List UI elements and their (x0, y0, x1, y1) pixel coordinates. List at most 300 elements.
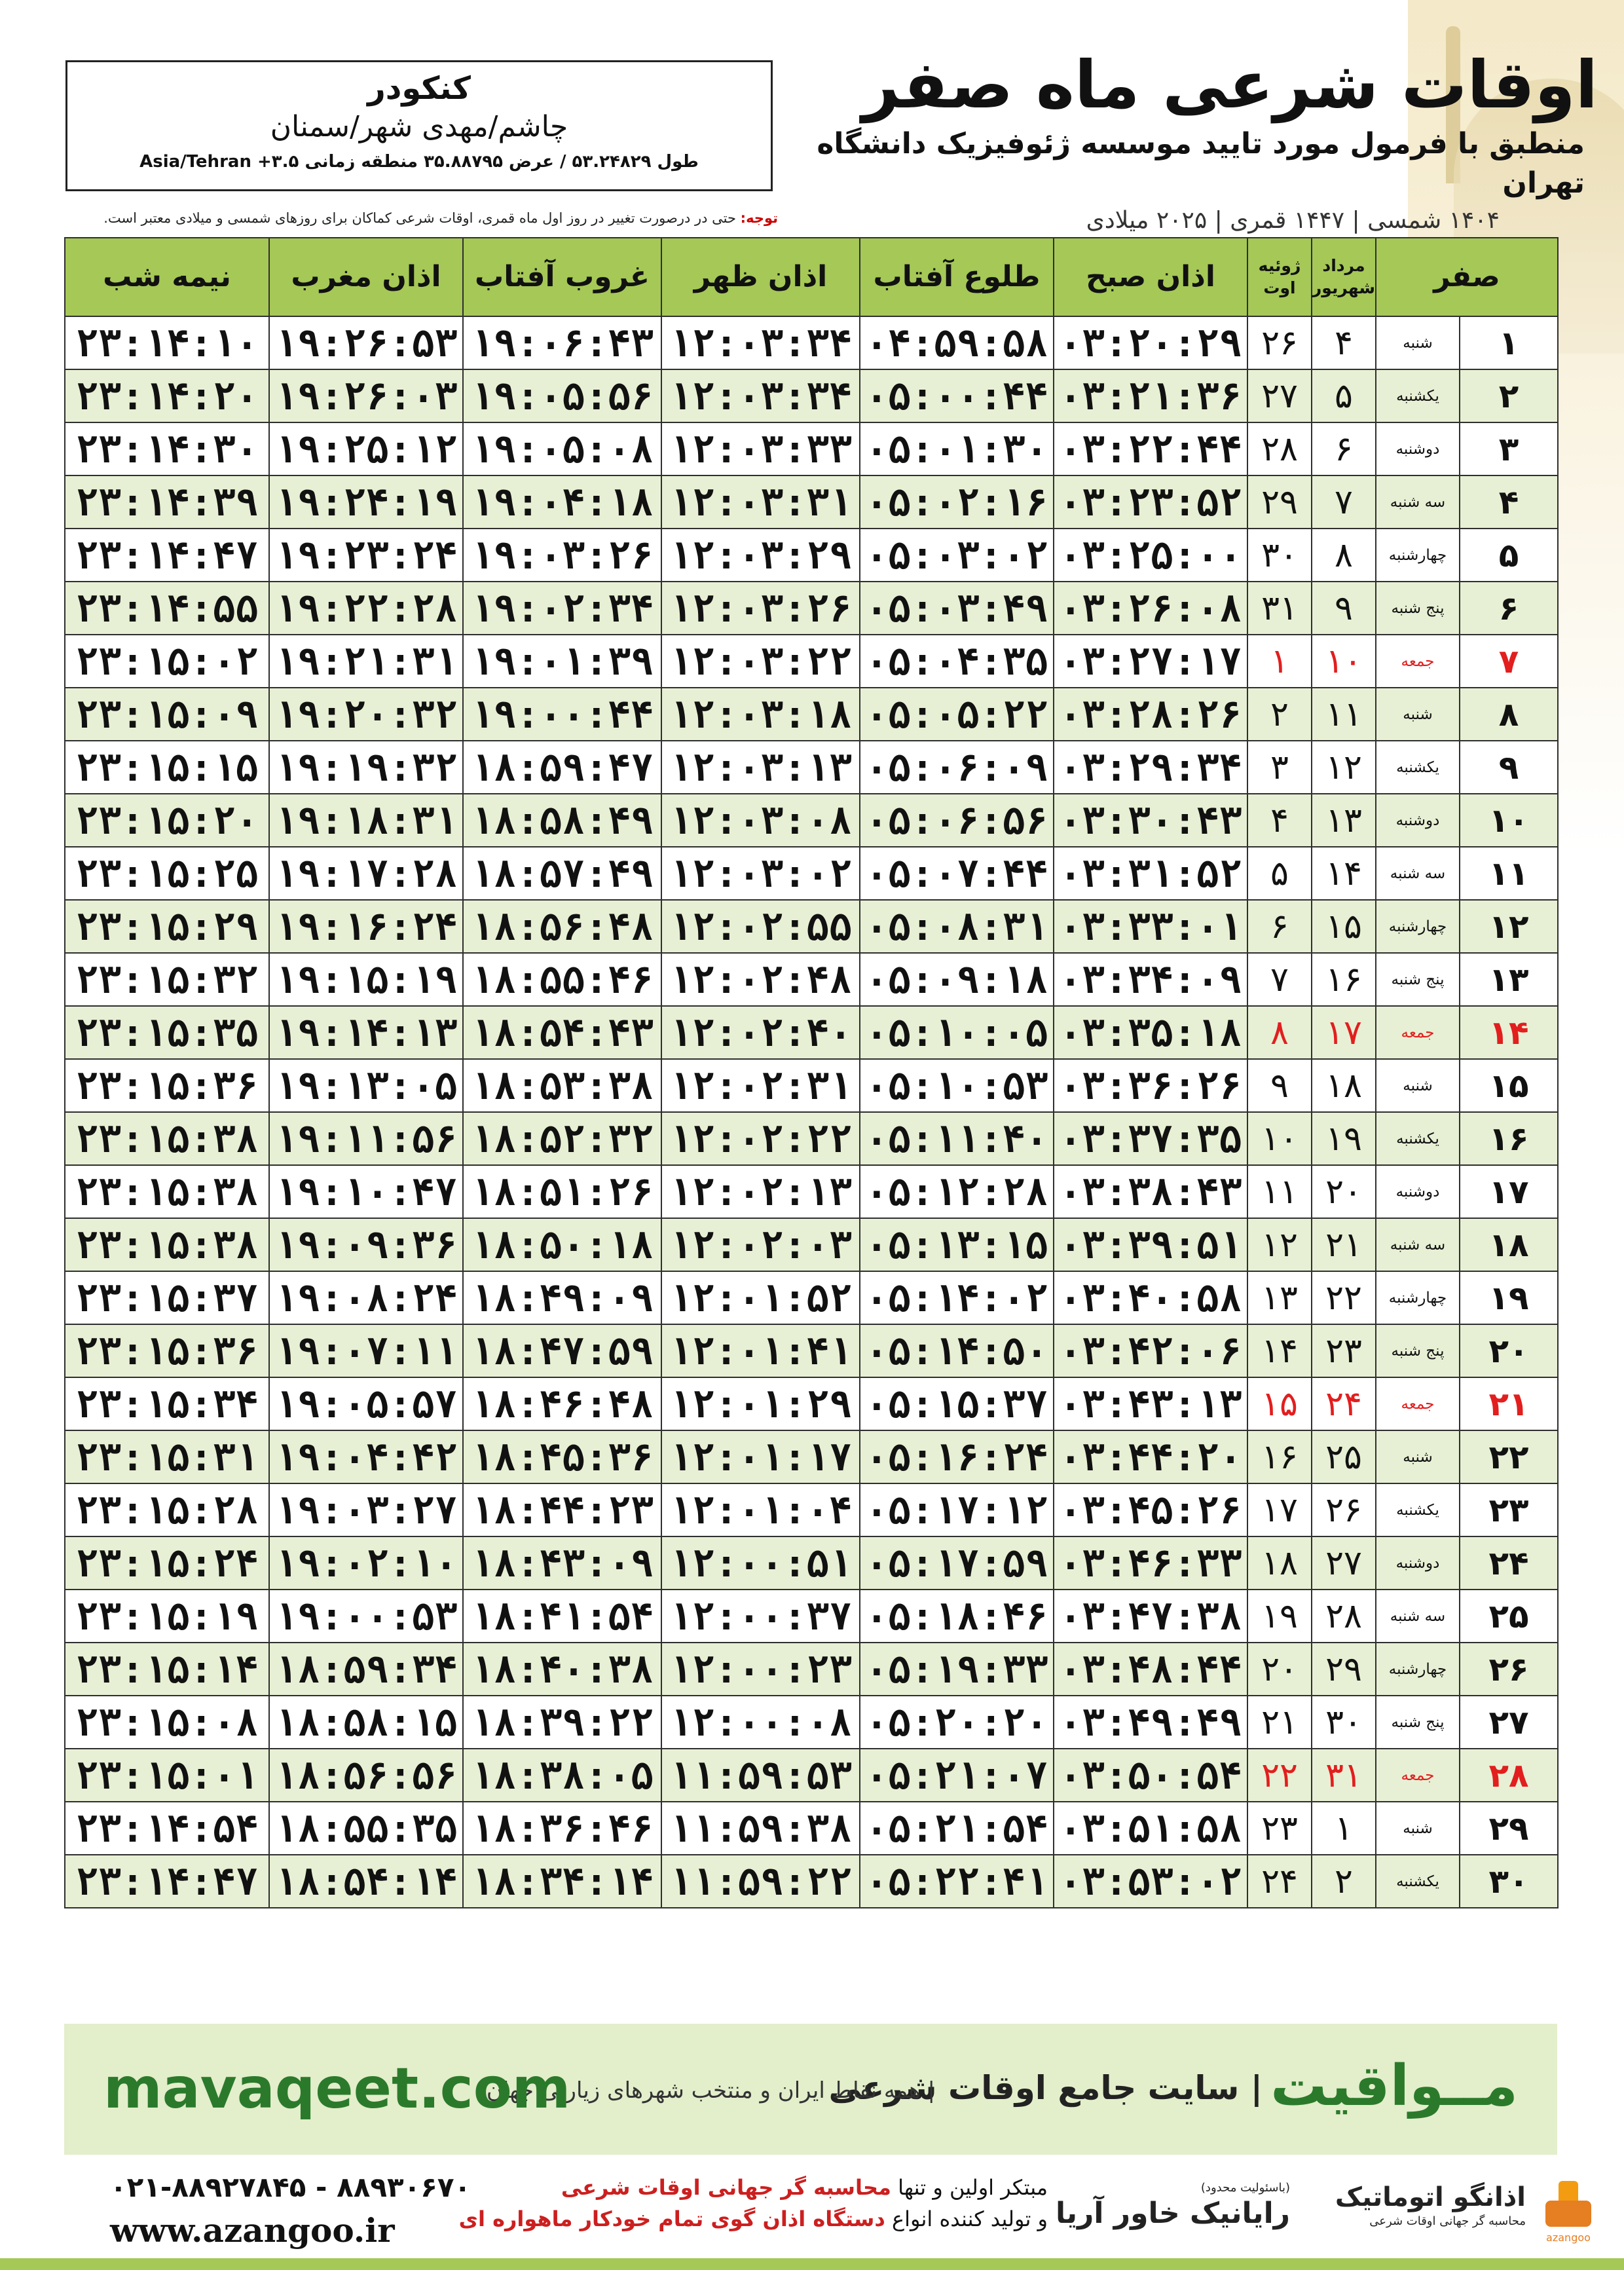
dhuhr-time: ۱۲:۰۱:۱۷ (661, 1430, 860, 1483)
midnight-time: ۲۳:۱۵:۳۱ (65, 1430, 269, 1483)
weekday-name: یکشنبه (1376, 1855, 1460, 1908)
shamsi-date: ۱۳ (1312, 794, 1376, 847)
sunset-time: ۱۸:۴۳:۰۹ (463, 1536, 661, 1590)
table-row (65, 1536, 1558, 1590)
sunrise-time: ۰۵:۱۴:۰۲ (860, 1271, 1054, 1324)
sunset-time: ۱۸:۵۱:۲۶ (463, 1165, 661, 1218)
sunrise-time: ۰۵:۲۱:۰۷ (860, 1749, 1054, 1802)
day-number: ۹ (1460, 741, 1558, 794)
dhuhr-time: ۱۲:۰۰:۰۸ (661, 1696, 860, 1749)
dhuhr-time: ۱۲:۰۱:۵۲ (661, 1271, 860, 1324)
sunrise-time: ۰۵:۱۹:۳۳ (860, 1643, 1054, 1696)
shamsi-date: ۲۷ (1312, 1536, 1376, 1590)
sunset-time: ۱۸:۵۳:۳۸ (463, 1059, 661, 1112)
maghrib-time: ۱۹:۰۳:۲۷ (269, 1483, 463, 1536)
shamsi-date: ۲۳ (1312, 1324, 1376, 1377)
shamsi-date: ۲۱ (1312, 1218, 1376, 1271)
miladi-date: ۲۶ (1247, 316, 1312, 369)
midnight-time: ۲۳:۱۵:۳۸ (65, 1112, 269, 1165)
weekday-name: یکشنبه (1376, 1483, 1460, 1536)
shamsi-date: ۸ (1312, 529, 1376, 582)
dhuhr-time: ۱۲:۰۳:۳۳ (661, 422, 860, 475)
shamsi-date: ۲۵ (1312, 1430, 1376, 1483)
fajr-time: ۰۳:۵۱:۵۸ (1054, 1802, 1247, 1855)
maghrib-time: ۱۹:۱۸:۳۱ (269, 794, 463, 847)
footer (0, 2161, 1624, 2270)
table-row (65, 1749, 1558, 1802)
maghrib-time: ۱۹:۱۵:۱۹ (269, 953, 463, 1006)
day-number: ۱۸ (1460, 1218, 1558, 1271)
fajr-time: ۰۳:۳۱:۵۲ (1054, 847, 1247, 900)
day-number: ۱۱ (1460, 847, 1558, 900)
sunrise-time: ۰۵:۱۰:۵۳ (860, 1059, 1054, 1112)
day-number: ۷ (1460, 635, 1558, 688)
weekday-name: جمعه (1376, 1749, 1460, 1802)
miladi-date: ۱۰ (1247, 1112, 1312, 1165)
miladi-date: ۱۶ (1247, 1430, 1312, 1483)
dhuhr-time: ۱۲:۰۲:۰۳ (661, 1218, 860, 1271)
miladi-date: ۳۱ (1247, 582, 1312, 635)
fajr-time: ۰۳:۲۰:۲۹ (1054, 316, 1247, 369)
weekday-name: یکشنبه (1376, 1112, 1460, 1165)
sunrise-time: ۰۵:۱۷:۱۲ (860, 1483, 1054, 1536)
maghrib-time: ۱۹:۲۶:۵۳ (269, 316, 463, 369)
table-row (65, 1855, 1558, 1908)
maghrib-time: ۱۹:۲۵:۱۲ (269, 422, 463, 475)
miladi-date: ۲۲ (1247, 1749, 1312, 1802)
sunrise-time: ۰۵:۰۴:۳۵ (860, 635, 1054, 688)
weekday-name: دوشنبه (1376, 1536, 1460, 1590)
weekday-name: پنج شنبه (1376, 953, 1460, 1006)
sunrise-time: ۰۵:۰۳:۰۲ (860, 529, 1054, 582)
midnight-time: ۲۳:۱۵:۳۶ (65, 1324, 269, 1377)
fajr-time: ۰۳:۳۰:۴۳ (1054, 794, 1247, 847)
maghrib-time: ۱۹:۱۳:۰۵ (269, 1059, 463, 1112)
sunrise-time: ۰۵:۰۰:۴۴ (860, 369, 1054, 422)
midnight-time: ۲۳:۱۵:۳۸ (65, 1218, 269, 1271)
maghrib-time: ۱۹:۰۵:۵۷ (269, 1377, 463, 1430)
sunset-time: ۱۸:۳۴:۱۴ (463, 1855, 661, 1908)
dhuhr-time: ۱۲:۰۲:۴۸ (661, 953, 860, 1006)
table-row (65, 316, 1558, 369)
azangoo-subtitle: محاسبه گر جهانی اوقات شرعی (1369, 2214, 1526, 2228)
miladi-date: ۲۴ (1247, 1855, 1312, 1908)
dhuhr-time: ۱۲:۰۲:۴۰ (661, 1006, 860, 1059)
sunset-time: ۱۸:۵۷:۴۹ (463, 847, 661, 900)
header-shamsi: مرداد شهریور (1312, 238, 1376, 316)
miladi-date: ۲۹ (1247, 475, 1312, 529)
maghrib-time: ۱۸:۵۹:۳۴ (269, 1643, 463, 1696)
table-row (65, 1006, 1558, 1059)
weekday-name: شنبه (1376, 316, 1460, 369)
region-name: چاشم/مهدی شهر/سمنان (270, 110, 568, 143)
line2-text: و تولید کننده انواع (885, 2206, 1048, 2231)
day-number: ۳ (1460, 422, 1558, 475)
midnight-time: ۲۳:۱۵:۱۴ (65, 1643, 269, 1696)
maghrib-time: ۱۸:۵۸:۱۵ (269, 1696, 463, 1749)
footer-line-2 (459, 2203, 1048, 2235)
table-row (65, 1483, 1558, 1536)
dhuhr-time: ۱۲:۰۰:۳۷ (661, 1590, 860, 1643)
miladi-date: ۹ (1247, 1059, 1312, 1112)
dhuhr-time: ۱۲:۰۰:۲۳ (661, 1643, 860, 1696)
footer-bar (0, 2258, 1624, 2270)
sunset-time: ۱۸:۴۴:۲۳ (463, 1483, 661, 1536)
day-number: ۲۸ (1460, 1749, 1558, 1802)
midnight-time: ۲۳:۱۵:۳۶ (65, 1059, 269, 1112)
day-number: ۱۶ (1460, 1112, 1558, 1165)
fajr-time: ۰۳:۴۹:۴۹ (1054, 1696, 1247, 1749)
maghrib-time: ۱۹:۰۷:۱۱ (269, 1324, 463, 1377)
rayanik-name: رایانیک خاور آریا (1056, 2197, 1290, 2230)
weekday-name: چهارشنبه (1376, 1643, 1460, 1696)
maghrib-time: ۱۹:۲۰:۳۲ (269, 688, 463, 741)
miladi-date: ۶ (1247, 900, 1312, 953)
shamsi-date: ۱۴ (1312, 847, 1376, 900)
sunset-time: ۱۹:۰۲:۳۴ (463, 582, 661, 635)
line1-text: مبتکر اولین و تنها (891, 2175, 1048, 2200)
weekday-name: شنبه (1376, 688, 1460, 741)
fajr-time: ۰۳:۴۸:۴۴ (1054, 1643, 1247, 1696)
fajr-time: ۰۳:۴۴:۲۰ (1054, 1430, 1247, 1483)
weekday-name: دوشنبه (1376, 794, 1460, 847)
rayanik-subtitle: (باسئولیت محدود) (1200, 2181, 1290, 2195)
fajr-time: ۰۳:۲۹:۳۴ (1054, 741, 1247, 794)
sunset-time: ۱۸:۵۵:۴۶ (463, 953, 661, 1006)
sunrise-time: ۰۵:۰۶:۰۹ (860, 741, 1054, 794)
miladi-date: ۲ (1247, 688, 1312, 741)
sunrise-time: ۰۵:۱۶:۲۴ (860, 1430, 1054, 1483)
miladi-date: ۵ (1247, 847, 1312, 900)
dhuhr-time: ۱۲:۰۱:۴۱ (661, 1324, 860, 1377)
table-row (65, 475, 1558, 529)
miladi-date: ۸ (1247, 1006, 1312, 1059)
sunrise-time: ۰۵:۰۶:۵۶ (860, 794, 1054, 847)
sunset-time: ۱۹:۰۶:۴۳ (463, 316, 661, 369)
shamsi-date: ۳۱ (1312, 1749, 1376, 1802)
maghrib-time: ۱۹:۱۷:۲۸ (269, 847, 463, 900)
shamsi-date: ۳۰ (1312, 1696, 1376, 1749)
fajr-time: ۰۳:۵۰:۵۴ (1054, 1749, 1247, 1802)
dhuhr-time: ۱۲:۰۳:۲۹ (661, 529, 860, 582)
sunset-time: ۱۸:۳۶:۴۶ (463, 1802, 661, 1855)
miladi-date: ۲۰ (1247, 1643, 1312, 1696)
dhuhr-time: ۱۲:۰۳:۳۴ (661, 316, 860, 369)
day-number: ۱۳ (1460, 953, 1558, 1006)
day-number: ۲۷ (1460, 1696, 1558, 1749)
midnight-time: ۲۳:۱۵:۳۷ (65, 1271, 269, 1324)
shamsi-date: ۱۱ (1312, 688, 1376, 741)
day-number: ۱۲ (1460, 900, 1558, 953)
miladi-date: ۳ (1247, 741, 1312, 794)
miladi-date: ۱۵ (1247, 1377, 1312, 1430)
sunset-time: ۱۸:۴۶:۴۸ (463, 1377, 661, 1430)
midnight-time: ۲۳:۱۵:۲۴ (65, 1536, 269, 1590)
midnight-time: ۲۳:۱۵:۲۹ (65, 900, 269, 953)
sunrise-time: ۰۵:۲۱:۵۴ (860, 1802, 1054, 1855)
shamsi-date: ۱۲ (1312, 741, 1376, 794)
day-number: ۵ (1460, 529, 1558, 582)
weekday-name: شنبه (1376, 1059, 1460, 1112)
sunset-time: ۱۸:۴۱:۵۴ (463, 1590, 661, 1643)
shamsi-date: ۴ (1312, 316, 1376, 369)
weekday-name: پنج شنبه (1376, 1696, 1460, 1749)
dhuhr-time: ۱۲:۰۲:۲۲ (661, 1112, 860, 1165)
table-row (65, 1643, 1558, 1696)
midnight-time: ۲۳:۱۴:۳۹ (65, 475, 269, 529)
day-number: ۱۴ (1460, 1006, 1558, 1059)
table-row (65, 1218, 1558, 1271)
midnight-time: ۲۳:۱۴:۳۰ (65, 422, 269, 475)
sunset-time: ۱۹:۰۱:۳۹ (463, 635, 661, 688)
sunrise-time: ۰۵:۰۹:۱۸ (860, 953, 1054, 1006)
miladi-date: ۳۰ (1247, 529, 1312, 582)
shamsi-date: ۱۰ (1312, 635, 1376, 688)
table-row (65, 1324, 1558, 1377)
weekday-name: چهارشنبه (1376, 529, 1460, 582)
day-number: ۸ (1460, 688, 1558, 741)
fajr-time: ۰۳:۴۵:۲۶ (1054, 1483, 1247, 1536)
midnight-time: ۲۳:۱۵:۲۵ (65, 847, 269, 900)
coordinates: طول ۵۳.۲۴۸۲۹ / عرض ۳۵.۸۸۷۹۵ منطقه زمانی Asia/Tehran +۳.۵ (139, 152, 699, 172)
mavaqeet-banner (64, 2024, 1557, 2155)
sunrise-time: ۰۵:۲۰:۲۰ (860, 1696, 1054, 1749)
sunset-time: ۱۸:۵۸:۴۹ (463, 794, 661, 847)
maghrib-time: ۱۹:۱۴:۱۳ (269, 1006, 463, 1059)
sunset-time: ۱۸:۴۰:۳۸ (463, 1643, 661, 1696)
line1-highlight: محاسبه گر جهانی اوقات شرعی (561, 2175, 891, 2200)
shamsi-date: ۶ (1312, 422, 1376, 475)
miladi-date: ۴ (1247, 794, 1312, 847)
sunset-time: ۱۸:۵۹:۴۷ (463, 741, 661, 794)
fajr-time: ۰۳:۴۰:۵۸ (1054, 1271, 1247, 1324)
midnight-time: ۲۳:۱۵:۳۸ (65, 1165, 269, 1218)
header-safar: صفر (1376, 238, 1558, 316)
weekday-name: دوشنبه (1376, 1165, 1460, 1218)
table-row (65, 847, 1558, 900)
midnight-time: ۲۳:۱۴:۵۵ (65, 582, 269, 635)
midnight-time: ۲۳:۱۵:۳۵ (65, 1006, 269, 1059)
sunrise-time: ۰۵:۱۰:۰۵ (860, 1006, 1054, 1059)
day-number: ۲۴ (1460, 1536, 1558, 1590)
day-number: ۲۲ (1460, 1430, 1558, 1483)
weekday-name: سه شنبه (1376, 847, 1460, 900)
table-row (65, 529, 1558, 582)
day-number: ۴ (1460, 475, 1558, 529)
weekday-name: سه شنبه (1376, 475, 1460, 529)
day-number: ۱۰ (1460, 794, 1558, 847)
maghrib-time: ۱۹:۱۱:۵۶ (269, 1112, 463, 1165)
maghrib-time: ۱۹:۱۹:۳۲ (269, 741, 463, 794)
day-number: ۲ (1460, 369, 1558, 422)
maghrib-time: ۱۸:۵۵:۳۵ (269, 1802, 463, 1855)
dhuhr-time: ۱۲:۰۲:۱۳ (661, 1165, 860, 1218)
weekday-name: شنبه (1376, 1430, 1460, 1483)
shamsi-date: ۲ (1312, 1855, 1376, 1908)
sunset-time: ۱۸:۴۷:۵۹ (463, 1324, 661, 1377)
dhuhr-time: ۱۲:۰۳:۱۳ (661, 741, 860, 794)
notice-label: توجه: (740, 210, 778, 226)
notice (64, 208, 778, 228)
fajr-time: ۰۳:۳۵:۱۸ (1054, 1006, 1247, 1059)
fajr-time: ۰۳:۴۲:۰۶ (1054, 1324, 1247, 1377)
phone-numbers: ۰۲۱-۸۸۹۲۷۸۴۵ - ۸۸۹۳۰۶۷۰ (110, 2171, 471, 2203)
table-row (65, 1271, 1558, 1324)
sunset-time: ۱۸:۴۹:۰۹ (463, 1271, 661, 1324)
miladi-date: ۱۸ (1247, 1536, 1312, 1590)
midnight-time: ۲۳:۱۴:۵۴ (65, 1802, 269, 1855)
fajr-time: ۰۳:۳۹:۵۱ (1054, 1218, 1247, 1271)
table-row (65, 688, 1558, 741)
page-subtitle: منطبق با فرمول مورد تایید موسسه ژئوفیزیک دانشگاه تهران (817, 127, 1585, 200)
table-row (65, 741, 1558, 794)
header (799, 46, 1598, 238)
website-link[interactable]: mavaqeet.com (103, 2056, 571, 2121)
midnight-time: ۲۳:۱۴:۴۷ (65, 1855, 269, 1908)
dhuhr-time: ۱۲:۰۲:۳۱ (661, 1059, 860, 1112)
dhuhr-time: ۱۲:۰۱:۲۹ (661, 1377, 860, 1430)
header-fajr: اذان صبح (1054, 238, 1247, 316)
table-row (65, 1377, 1558, 1430)
miladi-date: ۱۷ (1247, 1483, 1312, 1536)
maghrib-time: ۱۸:۵۴:۱۴ (269, 1855, 463, 1908)
dhuhr-time: ۱۲:۰۰:۵۱ (661, 1536, 860, 1590)
midnight-time: ۲۳:۱۵:۰۲ (65, 635, 269, 688)
weekday-name: یکشنبه (1376, 741, 1460, 794)
year-dates: ۱۴۰۴ شمسی | ۱۴۴۷ قمری | ۲۰۲۵ میلادی (1086, 207, 1500, 234)
table-row (65, 1696, 1558, 1749)
dhuhr-time: ۱۲:۰۳:۳۴ (661, 369, 860, 422)
brand-description: | همه نقاط ایران و منتخب شهرهای زیارتی جهان (486, 2077, 935, 2104)
shamsi-date: ۲۶ (1312, 1483, 1376, 1536)
maghrib-time: ۱۹:۰۲:۱۰ (269, 1536, 463, 1590)
sunset-time: ۱۹:۰۴:۱۸ (463, 475, 661, 529)
weekday-name: پنج شنبه (1376, 582, 1460, 635)
dhuhr-time: ۱۲:۰۲:۵۵ (661, 900, 860, 953)
weekday-name: پنج شنبه (1376, 1324, 1460, 1377)
table-row (65, 369, 1558, 422)
table-row (65, 582, 1558, 635)
brand-tagline: | سایت جامع اوقات شرعی (828, 2069, 1263, 2107)
miladi-date: ۱۲ (1247, 1218, 1312, 1271)
sunrise-time: ۰۵:۰۷:۴۴ (860, 847, 1054, 900)
sunrise-time: ۰۵:۱۳:۱۵ (860, 1218, 1054, 1271)
maghrib-time: ۱۹:۰۸:۲۴ (269, 1271, 463, 1324)
sunset-time: ۱۹:۰۵:۵۶ (463, 369, 661, 422)
weekday-name: چهارشنبه (1376, 900, 1460, 953)
midnight-time: ۲۳:۱۵:۱۵ (65, 741, 269, 794)
weekday-name: سه شنبه (1376, 1218, 1460, 1271)
dhuhr-time: ۱۲:۰۳:۳۱ (661, 475, 860, 529)
table-row (65, 1112, 1558, 1165)
dhuhr-time: ۱۲:۰۳:۲۶ (661, 582, 860, 635)
maghrib-time: ۱۹:۱۶:۲۴ (269, 900, 463, 953)
midnight-time: ۲۳:۱۵:۳۴ (65, 1377, 269, 1430)
sunrise-time: ۰۵:۰۱:۳۰ (860, 422, 1054, 475)
shamsi-date: ۷ (1312, 475, 1376, 529)
table-row (65, 794, 1558, 847)
header-sunset: غروب آفتاب (463, 238, 661, 316)
fajr-time: ۰۳:۳۳:۰۱ (1054, 900, 1247, 953)
sunset-time: ۱۸:۳۸:۰۵ (463, 1749, 661, 1802)
fajr-time: ۰۳:۲۶:۰۸ (1054, 582, 1247, 635)
fajr-time: ۰۳:۴۳:۱۳ (1054, 1377, 1247, 1430)
maghrib-time: ۱۹:۲۳:۲۴ (269, 529, 463, 582)
footer-description (459, 2172, 1048, 2235)
header-midnight: نیمه شب (65, 238, 269, 316)
midnight-time: ۲۳:۱۴:۲۰ (65, 369, 269, 422)
sunrise-time: ۰۵:۰۵:۲۲ (860, 688, 1054, 741)
maghrib-time: ۱۹:۰۴:۴۲ (269, 1430, 463, 1483)
shamsi-date: ۹ (1312, 582, 1376, 635)
sunset-time: ۱۸:۵۴:۴۳ (463, 1006, 661, 1059)
weekday-name: جمعه (1376, 1006, 1460, 1059)
maghrib-time: ۱۹:۰۰:۵۳ (269, 1590, 463, 1643)
maghrib-time: ۱۹:۱۰:۴۷ (269, 1165, 463, 1218)
sunrise-time: ۰۵:۱۲:۲۸ (860, 1165, 1054, 1218)
weekday-name: سه شنبه (1376, 1590, 1460, 1643)
sunrise-time: ۰۵:۰۲:۱۶ (860, 475, 1054, 529)
miladi-date: ۱۳ (1247, 1271, 1312, 1324)
miladi-date: ۱۴ (1247, 1324, 1312, 1377)
fajr-time: ۰۳:۲۲:۴۴ (1054, 422, 1247, 475)
sunset-time: ۱۸:۵۶:۴۸ (463, 900, 661, 953)
sunrise-time: ۰۵:۱۷:۵۹ (860, 1536, 1054, 1590)
dhuhr-time: ۱۱:۵۹:۲۲ (661, 1855, 860, 1908)
shamsi-date: ۱۵ (1312, 900, 1376, 953)
day-number: ۳۰ (1460, 1855, 1558, 1908)
azangoo-logo (1335, 2181, 1526, 2229)
azangoo-website[interactable]: www.azangoo.ir (110, 2211, 395, 2250)
shamsi-date: ۲۴ (1312, 1377, 1376, 1430)
miladi-date: ۲۷ (1247, 369, 1312, 422)
dhuhr-time: ۱۲:۰۱:۰۴ (661, 1483, 860, 1536)
sunset-time: ۱۸:۵۲:۳۲ (463, 1112, 661, 1165)
maghrib-time: ۱۹:۲۲:۲۸ (269, 582, 463, 635)
fajr-time: ۰۳:۲۳:۵۲ (1054, 475, 1247, 529)
day-number: ۲۱ (1460, 1377, 1558, 1430)
miladi-date: ۲۸ (1247, 422, 1312, 475)
sunrise-time: ۰۴:۵۹:۵۸ (860, 316, 1054, 369)
miladi-date: ۱۹ (1247, 1590, 1312, 1643)
sunset-time: ۱۹:۰۰:۴۴ (463, 688, 661, 741)
table-row (65, 1430, 1558, 1483)
weekday-name: یکشنبه (1376, 369, 1460, 422)
sunset-time: ۱۸:۳۹:۲۲ (463, 1696, 661, 1749)
shamsi-date: ۱ (1312, 1802, 1376, 1855)
table-row (65, 900, 1558, 953)
azangoo-brand-text: azangoo (1546, 2231, 1591, 2244)
maghrib-time: ۱۹:۲۶:۰۳ (269, 369, 463, 422)
midnight-time: ۲۳:۱۵:۰۱ (65, 1749, 269, 1802)
shamsi-date: ۱۶ (1312, 953, 1376, 1006)
weekday-name: جمعه (1376, 1377, 1460, 1430)
sunset-time: ۱۹:۰۳:۲۶ (463, 529, 661, 582)
fajr-time: ۰۳:۳۴:۰۹ (1054, 953, 1247, 1006)
maghrib-time: ۱۹:۰۹:۳۶ (269, 1218, 463, 1271)
page-title: اوقات شرعی ماه صفر (862, 47, 1598, 123)
day-number: ۱۵ (1460, 1059, 1558, 1112)
midnight-time: ۲۳:۱۵:۳۲ (65, 953, 269, 1006)
line2-highlight: دستگاه اذان گوی تمام خودکار ماهواره ای (458, 2206, 885, 2231)
day-number: ۲۳ (1460, 1483, 1558, 1536)
table-row (65, 1802, 1558, 1855)
sunset-time: ۱۸:۵۰:۱۸ (463, 1218, 661, 1271)
midnight-time: ۲۳:۱۴:۴۷ (65, 529, 269, 582)
shamsi-date: ۱۸ (1312, 1059, 1376, 1112)
midnight-time: ۲۳:۱۵:۱۹ (65, 1590, 269, 1643)
header-maghrib: اذان مغرب (269, 238, 463, 316)
